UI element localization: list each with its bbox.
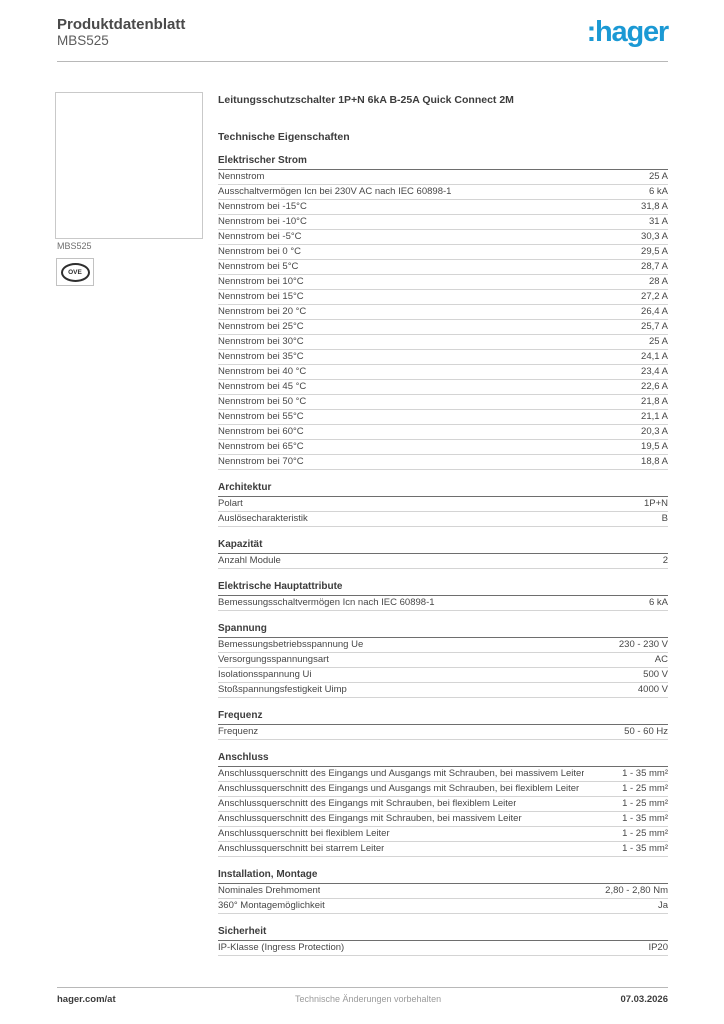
spec-row	[218, 767, 668, 782]
spec-label: Nennstrom bei 70°C	[218, 456, 304, 467]
spec-label: Nennstrom bei 30°C	[218, 336, 304, 347]
ove-logo-icon: OVE	[61, 263, 90, 282]
spec-value: 4000 V	[637, 683, 668, 695]
spec-row	[218, 725, 668, 740]
spec-value: 19,5 A	[641, 440, 668, 452]
spec-row	[218, 683, 668, 698]
spec-value: 1 - 25 mm²	[622, 782, 668, 794]
section-title: Installation, Montage	[218, 869, 668, 884]
page-title: Produktdatenblatt	[57, 16, 186, 33]
section-title: Architektur	[218, 482, 668, 497]
spec-value: 25,7 A	[641, 320, 668, 332]
spec-row	[218, 884, 668, 899]
spec-value: 2,80 - 2,80 Nm	[605, 884, 668, 896]
spec-value: 21,1 A	[641, 410, 668, 422]
spec-label: Frequenz	[218, 726, 259, 737]
spec-row	[218, 842, 668, 857]
spec-row	[218, 365, 668, 380]
spec-label: Nennstrom bei 35°C	[218, 351, 304, 362]
spec-label: Nennstrom bei -5°C	[218, 231, 302, 242]
spec-label: Stoßspannungsfestigkeit Uimp	[218, 684, 347, 695]
header-divider	[57, 61, 668, 62]
spec-section	[218, 539, 668, 569]
spec-section	[218, 482, 668, 527]
ove-certification-mark	[56, 258, 94, 286]
spec-row	[218, 899, 668, 914]
spec-value: 28,7 A	[641, 260, 668, 272]
spec-row	[218, 455, 668, 470]
spec-section	[218, 581, 668, 611]
spec-label: Nennstrom bei 20 °C	[218, 306, 307, 317]
product-image-caption: MBS525	[57, 241, 92, 251]
spec-row	[218, 941, 668, 956]
spec-value: 31,8 A	[641, 200, 668, 212]
spec-value: 50 - 60 Hz	[624, 725, 668, 737]
spec-value: 21,8 A	[641, 395, 668, 407]
spec-row	[218, 290, 668, 305]
page-footer	[57, 994, 668, 1005]
spec-label: Nennstrom bei 60°C	[218, 426, 304, 437]
spec-row	[218, 653, 668, 668]
spec-label: Bemessungsbetriebsspannung Ue	[218, 639, 364, 650]
spec-label: Nennstrom bei 15°C	[218, 291, 304, 302]
spec-label: Nennstrom bei -10°C	[218, 216, 307, 227]
spec-row	[218, 497, 668, 512]
spec-value: 1 - 35 mm²	[622, 842, 668, 854]
section-title: Elektrische Hauptattribute	[218, 581, 668, 596]
spec-value: 230 - 230 V	[618, 638, 668, 650]
spec-row	[218, 230, 668, 245]
spec-row	[218, 320, 668, 335]
section-title: Kapazität	[218, 539, 668, 554]
main-content	[218, 94, 668, 956]
footer-disclaimer: Technische Änderungen vorbehalten	[294, 994, 442, 1004]
spec-value: 500 V	[643, 668, 668, 680]
spec-row	[218, 275, 668, 290]
spec-label: Ausschaltvermögen Icn bei 230V AC nach IEC 60898-1	[218, 186, 452, 197]
footer-website: hager.com/at	[57, 994, 116, 1005]
spec-label: Versorgungsspannungsart	[218, 654, 329, 665]
spec-label: Nennstrom bei 40 °C	[218, 366, 307, 377]
spec-row	[218, 350, 668, 365]
spec-label: IP-Klasse (Ingress Protection)	[218, 942, 345, 953]
spec-label: Anschlussquerschnitt des Eingangs mit Schrauben, bei massivem Leiter	[218, 813, 522, 824]
spec-value: 1P+N	[643, 497, 668, 509]
spec-value: 2	[662, 554, 668, 566]
spec-section	[218, 155, 668, 470]
spec-label: Anschlussquerschnitt bei starrem Leiter	[218, 843, 385, 854]
spec-section	[218, 710, 668, 740]
spec-row	[218, 782, 668, 797]
spec-label: 360° Montagemöglichkeit	[218, 900, 325, 911]
spec-row	[218, 425, 668, 440]
spec-value: AC	[654, 653, 668, 665]
spec-row	[218, 440, 668, 455]
section-title: Elektrischer Strom	[218, 155, 668, 170]
product-reference: MBS525	[57, 33, 109, 48]
spec-value: B	[661, 512, 668, 524]
section-title: Anschluss	[218, 752, 668, 767]
spec-value: 24,1 A	[641, 350, 668, 362]
section-title: Frequenz	[218, 710, 668, 725]
spec-label: Bemessungsschaltvermögen Icn nach IEC 60898-1	[218, 597, 435, 608]
spec-value: 31 A	[648, 215, 668, 227]
spec-label: Nennstrom bei 5°C	[218, 261, 299, 272]
spec-value: 29,5 A	[641, 245, 668, 257]
spec-row	[218, 512, 668, 527]
spec-label: Nennstrom bei 0 °C	[218, 246, 301, 257]
spec-row	[218, 410, 668, 425]
spec-row	[218, 797, 668, 812]
spec-value: Ja	[657, 899, 668, 911]
spec-label: Anzahl Module	[218, 555, 281, 566]
spec-label: Anschlussquerschnitt des Eingangs mit Schrauben, bei flexiblem Leiter	[218, 798, 517, 809]
spec-section	[218, 752, 668, 857]
spec-label: Nominales Drehmoment	[218, 885, 321, 896]
section-title: Spannung	[218, 623, 668, 638]
spec-value: 1 - 25 mm²	[622, 827, 668, 839]
spec-row	[218, 395, 668, 410]
spec-label: Anschlussquerschnitt des Eingangs und Ausgangs mit Schrauben, bei massivem Leiter	[218, 768, 585, 779]
spec-label: Nennstrom bei 25°C	[218, 321, 304, 332]
footer-divider	[57, 987, 668, 988]
spec-label: Auslösecharakteristik	[218, 513, 308, 524]
spec-label: Nennstrom bei 55°C	[218, 411, 304, 422]
spec-row	[218, 305, 668, 320]
spec-value: 6 kA	[648, 185, 668, 197]
spec-row	[218, 335, 668, 350]
spec-value: IP20	[648, 941, 668, 953]
footer-date: 07.03.2026	[620, 994, 668, 1005]
spec-value: 1 - 35 mm²	[622, 767, 668, 779]
spec-label: Isolationsspannung Ui	[218, 669, 312, 680]
spec-label: Nennstrom bei -15°C	[218, 201, 307, 212]
spec-value: 26,4 A	[641, 305, 668, 317]
spec-sections	[218, 155, 668, 956]
section-title: Sicherheit	[218, 926, 668, 941]
spec-label: Nennstrom bei 50 °C	[218, 396, 307, 407]
spec-row	[218, 380, 668, 395]
spec-section	[218, 869, 668, 914]
spec-value: 23,4 A	[641, 365, 668, 377]
spec-row	[218, 245, 668, 260]
tech-properties-heading: Technische Eigenschaften	[218, 131, 350, 143]
page-header	[57, 16, 185, 49]
spec-label: Anschlussquerschnitt des Eingangs und Ausgangs mit Schrauben, bei flexiblem Leiter	[218, 783, 580, 794]
spec-value: 27,2 A	[641, 290, 668, 302]
spec-row	[218, 827, 668, 842]
spec-row	[218, 215, 668, 230]
spec-row	[218, 200, 668, 215]
spec-section	[218, 926, 668, 956]
spec-section	[218, 623, 668, 698]
spec-value: 1 - 25 mm²	[622, 797, 668, 809]
product-title: Leitungsschutzschalter 1P+N 6kA B-25A Quick Connect 2M	[218, 94, 514, 106]
spec-row	[218, 260, 668, 275]
spec-label: Nennstrom	[218, 171, 265, 182]
spec-value: 25 A	[648, 335, 668, 347]
spec-row	[218, 596, 668, 611]
spec-row	[218, 170, 668, 185]
spec-value: 20,3 A	[641, 425, 668, 437]
spec-value: 1 - 35 mm²	[622, 812, 668, 824]
spec-row	[218, 668, 668, 683]
spec-label: Nennstrom bei 10°C	[218, 276, 304, 287]
spec-label: Nennstrom bei 65°C	[218, 441, 304, 452]
spec-row	[218, 185, 668, 200]
spec-row	[218, 554, 668, 569]
spec-value: 22,6 A	[641, 380, 668, 392]
spec-value: 6 kA	[648, 596, 668, 608]
spec-value: 25 A	[648, 170, 668, 182]
spec-label: Polart	[218, 498, 243, 509]
hager-logo: :hager	[586, 16, 668, 48]
spec-row	[218, 812, 668, 827]
product-image-placeholder	[55, 92, 203, 239]
spec-value: 30,3 A	[641, 230, 668, 242]
spec-row	[218, 638, 668, 653]
spec-value: 18,8 A	[641, 455, 668, 467]
spec-label: Nennstrom bei 45 °C	[218, 381, 307, 392]
spec-value: 28 A	[648, 275, 668, 287]
spec-label: Anschlussquerschnitt bei flexiblem Leiter	[218, 828, 390, 839]
